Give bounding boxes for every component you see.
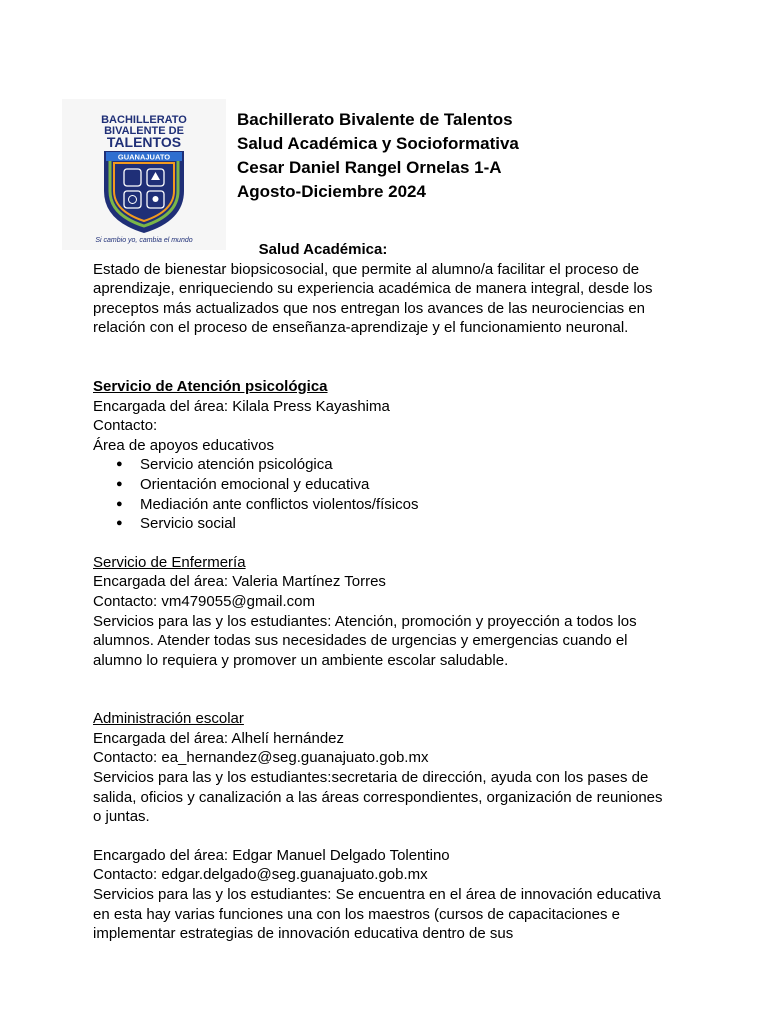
administracion-title: Administración escolar	[93, 710, 244, 728]
document-body	[93, 240, 673, 944]
enfermeria-title: Servicio de Enfermería	[93, 553, 246, 571]
administracion-contacto: Contacto: ea_hernandez@seg.guanajuato.gob.mx	[93, 749, 429, 767]
administracion-encargada: Encargada del área: Alhelí hernández	[93, 729, 345, 747]
enfermeria-encargada: Encargada del área: Valeria Martínez Torres	[93, 573, 386, 591]
psicologica-title: Servicio de Atención psicológica	[93, 377, 328, 395]
list-item: ● Servicio social	[140, 514, 673, 534]
list-item: ● Mediación ante conflictos violentos/físicos	[140, 495, 673, 515]
header-student: Cesar Daniel Rangel Ornelas 1-A	[237, 158, 502, 177]
logo-motto: Si cambio yo, cambia el mundo	[95, 237, 193, 244]
list-item: ● Servicio atención psicológica	[140, 455, 673, 475]
intro-paragraph: Estado de bienestar biopsicosocial, que permite al alumno/a facilitar el proceso de aprendizaje, enriqueciendo su experiencia académica de manera integral, desde los preceptos más actualizados que nos entregan los avances de las neurociencias en relación con el proceso de enseñanza-aprendizaje y el funcionamiento neuronal.	[93, 260, 653, 337]
logo-text-line2: BIVALENTE DE	[104, 125, 184, 137]
logo-text-line3: TALENTOS	[106, 134, 182, 150]
administracion-contacto2: Contacto: edgar.delgado@seg.guanajuato.gob.mx	[93, 866, 428, 884]
intro-title: Salud Académica:	[258, 241, 388, 258]
enfermeria-contacto: Contacto: vm479055@gmail.com	[93, 592, 315, 610]
school-logo-emblem	[62, 99, 226, 250]
psicologica-list	[93, 455, 673, 533]
psicologica-area: Área de apoyos educativos	[93, 436, 274, 454]
psicologica-encargada: Encargada del área: Kilala Press Kayashima	[93, 397, 390, 415]
list-item: ● Orientación emocional y educativa	[140, 475, 673, 495]
header-school: Bachillerato Bivalente de Talentos	[237, 110, 513, 129]
header-subject: Salud Académica y Socioformativa	[237, 134, 519, 153]
administracion-servicios: Servicios para las y los estudiantes:secretaria de dirección, ayuda con los pases de salida, oficios y canalización a las áreas correspondientes, organización de reuniones o juntas.	[93, 769, 663, 826]
psicologica-contacto: Contacto:	[93, 417, 158, 435]
school-logo	[62, 99, 226, 250]
logo-text-line1: BACHILLERATO	[101, 114, 187, 126]
document-header	[237, 108, 519, 204]
header-period: Agosto-Diciembre 2024	[237, 182, 426, 201]
administracion-servicios2: Servicios para las y los estudiantes: Se encuentra en el área de innovación educativa en esta hay varias funciones una con los maestros (cursos de capacitaciones e implementar estrategias de innovación educativa dentro de sus	[93, 886, 661, 943]
administracion-encargado2: Encargado del área: Edgar Manuel Delgado Tolentino	[93, 846, 450, 864]
logo-banner-text: GUANAJUATO	[117, 152, 171, 162]
enfermeria-servicios: Servicios para las y los estudiantes: Atención, promoción y proyección a todos los alumnos. Atender todas sus necesidades de urgencias y emergencias cuando el alumno lo requiera y promover un ambiente escolar saludable.	[93, 612, 637, 669]
